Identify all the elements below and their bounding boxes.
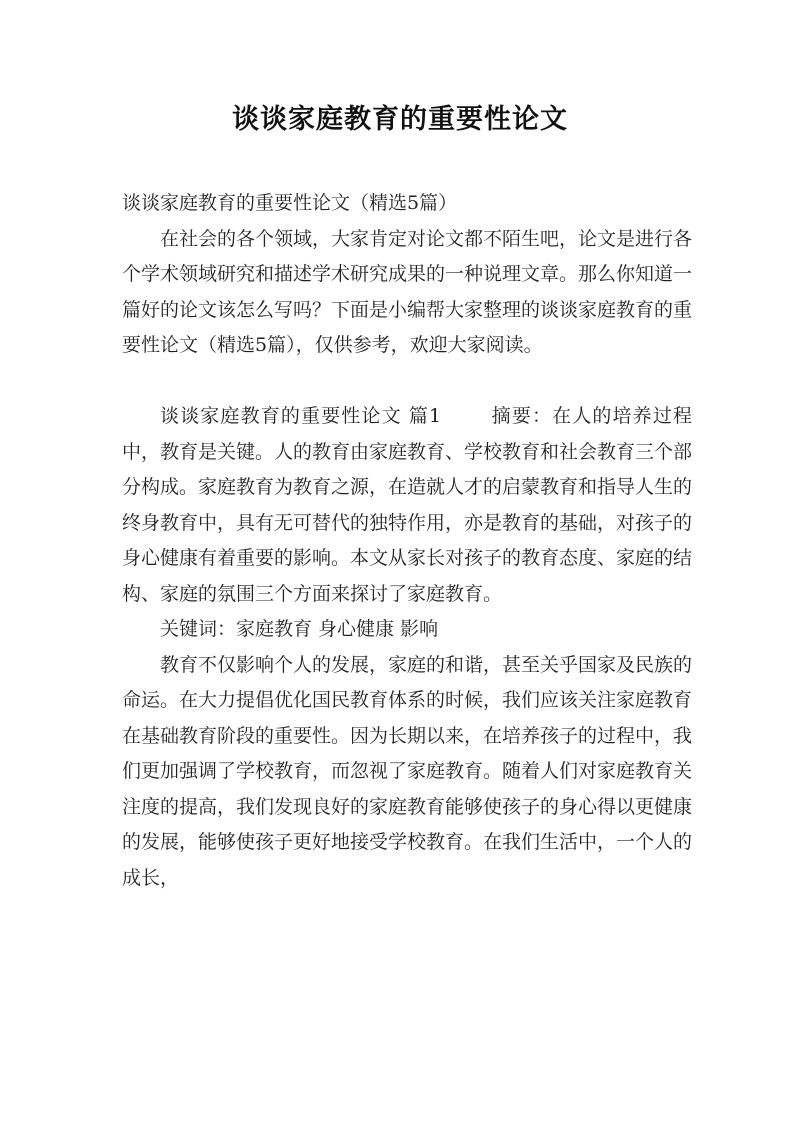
paragraph-gap (122, 364, 692, 400)
document-subtitle: 谈谈家庭教育的重要性论文（精选5篇） (122, 192, 458, 214)
document-title: 谈谈家庭教育的重要性论文 (232, 104, 568, 135)
intro-paragraph: 在社会的各个领域，大家肯定对论文都不陌生吧，论文是进行各个学术领域研究和描述学术研究成果的一种说理文章。那么你知道一篇好的论文该怎么写吗？下面是小编帮大家整理的谈谈家庭教育的重要性论文（精选5篇），仅供参考，欢迎大家阅读。 (122, 227, 693, 356)
abstract-label: 摘要： (490, 405, 553, 427)
section-heading: 谈谈家庭教育的重要性论文 篇1 (160, 405, 442, 427)
abstract-text: 在人的培养过程中，教育是关键。人的教育由家庭教育、学校教育和社会教育三个部分构成。家庭教育为教育之源，在造就人才的启蒙教育和指导人生的终身教育中，具有无可替代的独特作用，亦是教育的基础，对孩子的身心健康有着重要的影响。本文从家长对孩子的教育态度、家庭的结构、家庭的氛围三个方面来探讨了家庭教育。 (122, 405, 693, 605)
keywords-line: 关键词：家庭教育 身心健康 影响 (160, 618, 439, 640)
document-body (122, 186, 692, 896)
body-paragraph: 教育不仅影响个人的发展，家庭的和谐，甚至关乎国家及民族的命运。在大力提倡优化国民教育体系的时候，我们应该关注家庭教育在基础教育阶段的重要性。因为长期以来，在培养孩子的过程中，我们更加强调了学校教育，而忽视了家庭教育。随着人们对家庭教育关注度的提高，我们发现良好的家庭教育能够使孩子的身心得以更健康的发展，能够使孩子更好地接受学校教育。在我们生活中，一个人的成长， (122, 653, 693, 889)
abstract-paragraph (122, 399, 692, 612)
